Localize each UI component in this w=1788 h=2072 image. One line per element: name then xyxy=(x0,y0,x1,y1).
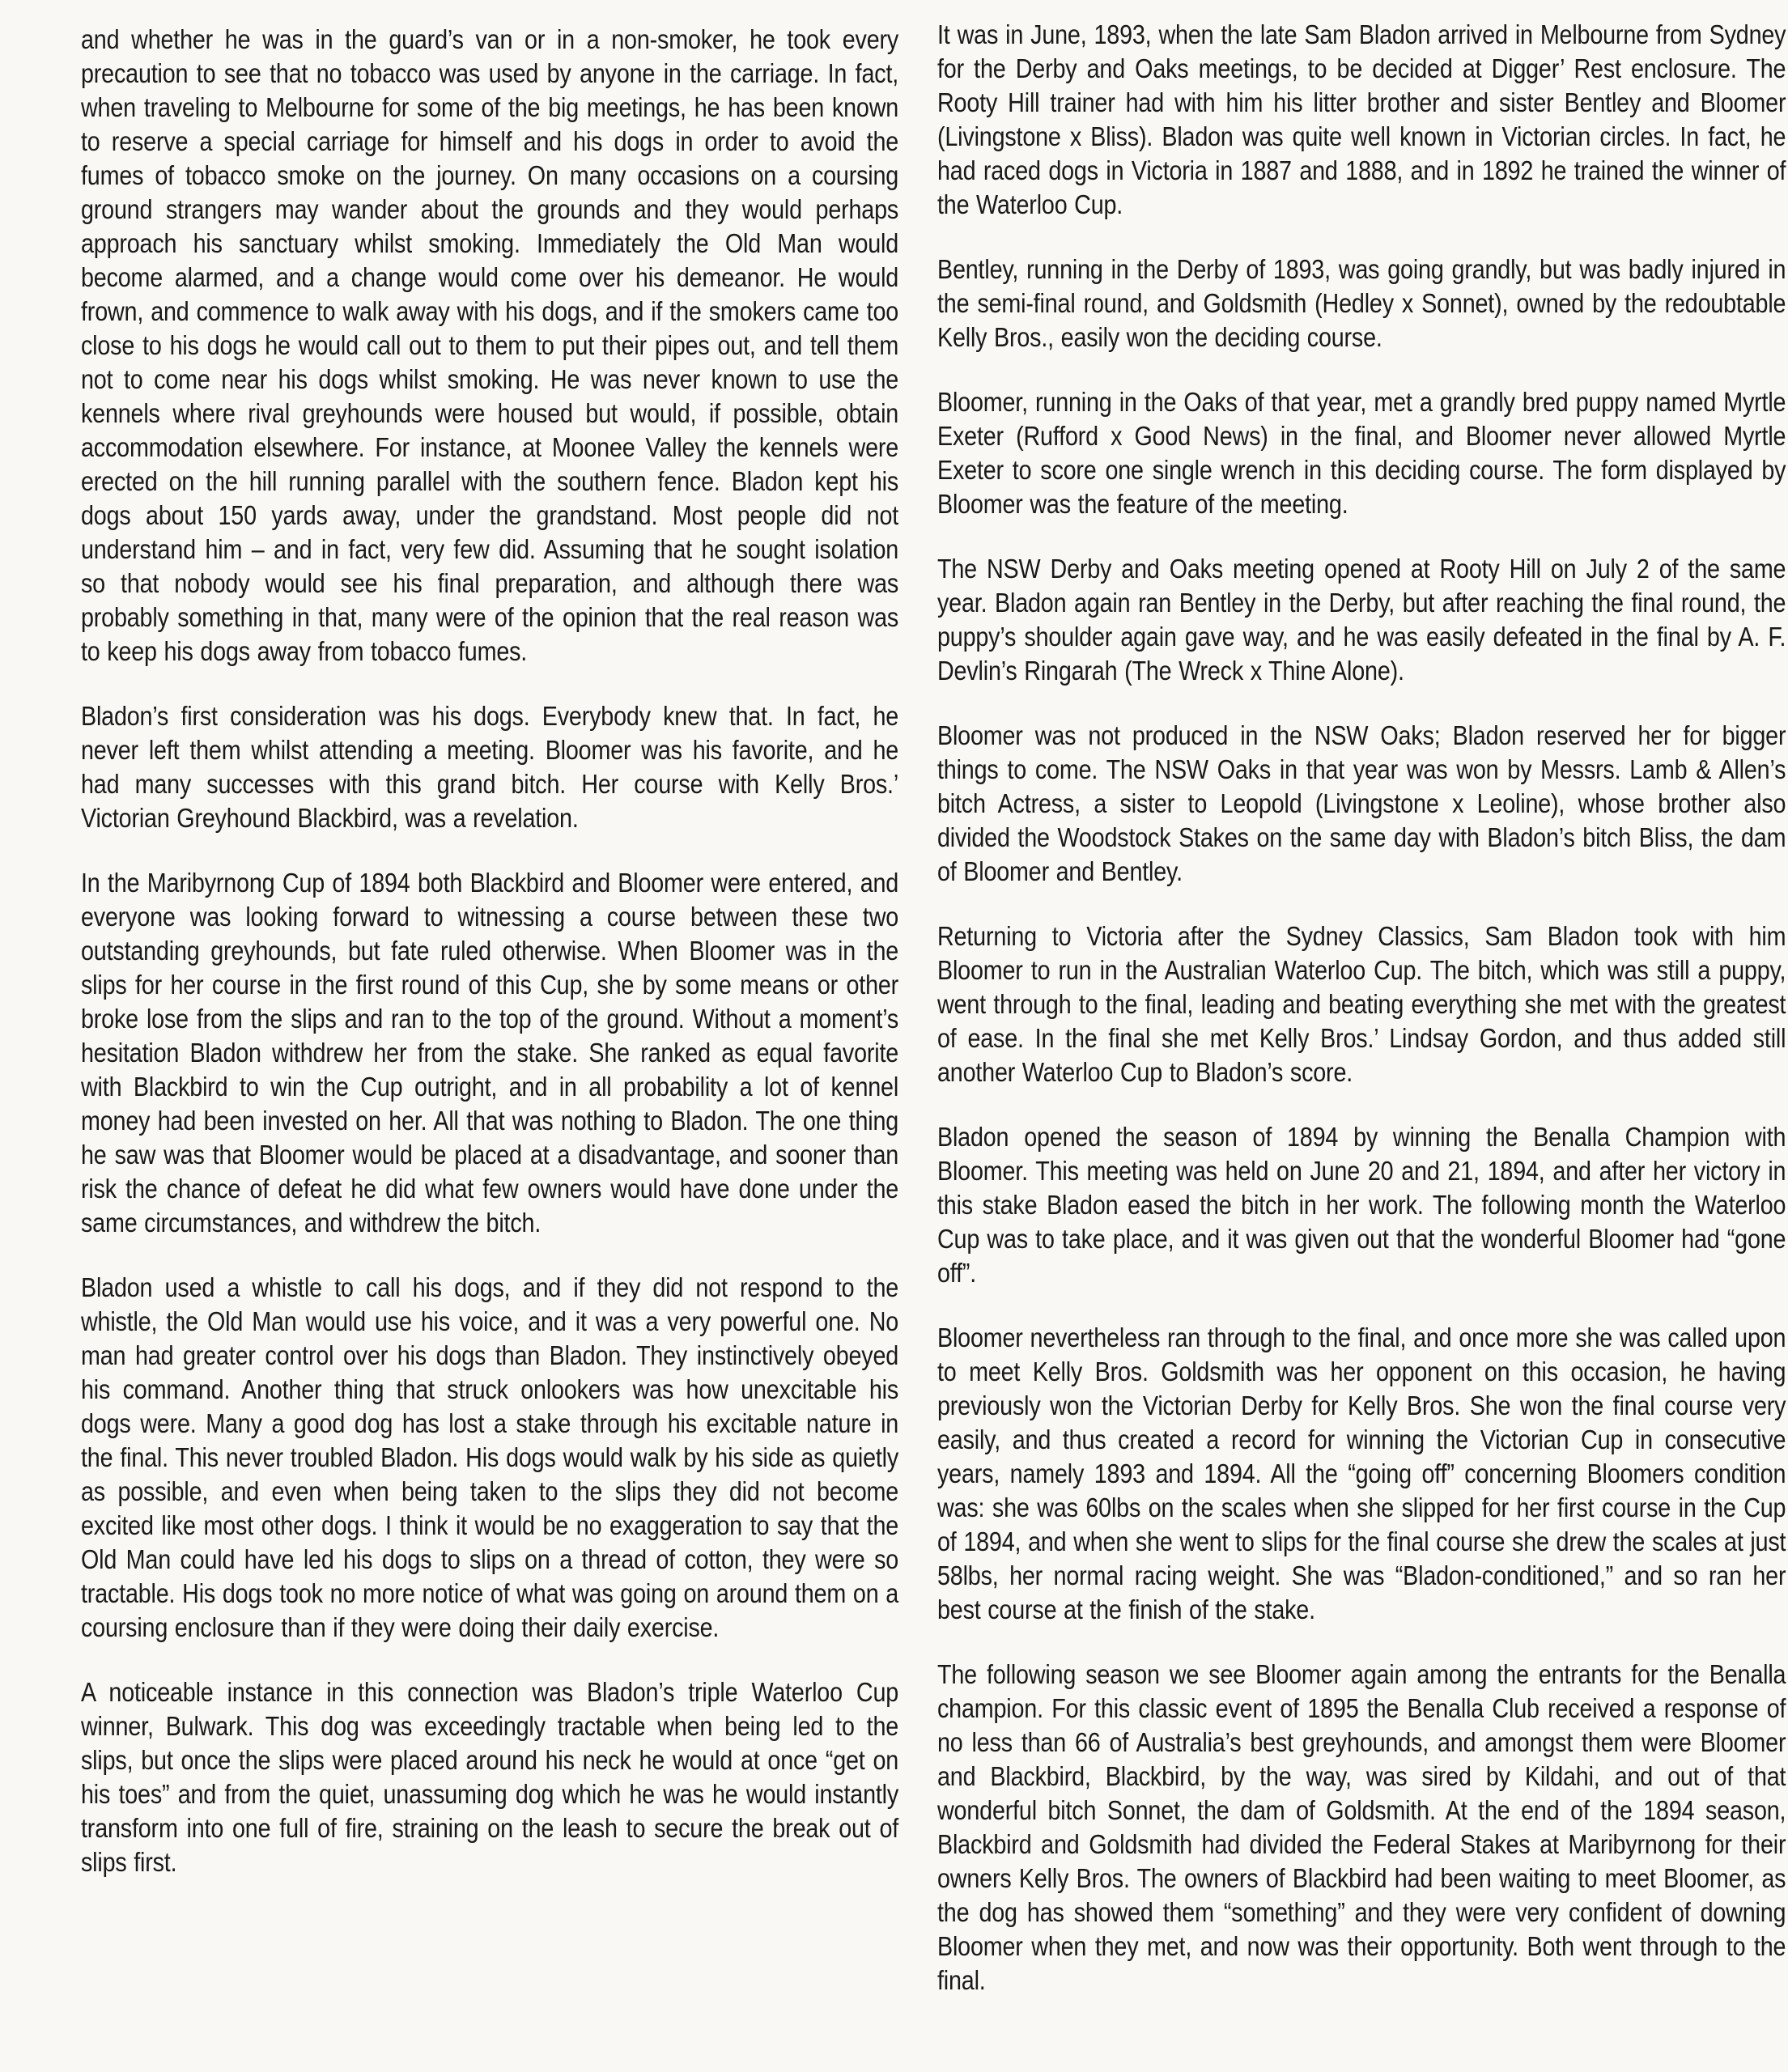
paragraph: Returning to Victoria after the Sydney Classics, Sam Bladon took with him Bloomer to run in the Australian Waterloo Cup. The bitch, which was still a puppy, went through to the final, leading and beating everything she met with the greatest of ease. In the final she met Kelly Bros.’ Lindsay Gordon, and thus added still another Waterloo Cup to Bladon’s score. xyxy=(937,921,1786,1087)
paragraph: and whether he was in the guard’s van or in a non-smoker, he took every precaution to see that no tobacco was used by anyone in the carriage. In fact, when traveling to Melbourne for some of the big meetings, he has been known to reserve a special carriage for himself and his dogs in order to avoid the fumes of tobacco smoke on the journey. On many occasions on a coursing ground strangers may wander about the grounds and they would perhaps approach his sanctuary whilst smoking. Immediately the Old Man would become alarmed, and a change would come over his demeanor. He would frown, and commence to walk away with his dogs, and if the smokers came too close to his dogs he would call out to them to put their pipes out, and tell them not to come near his dogs whilst smoking. He was never known to use the kennels where rival greyhounds were housed but would, if possible, obtain accommodation elsewhere. For instance, at Moonee Valley the kennels were erected on the hill running parallel with the southern fence. Bladon kept his dogs about 150 yards away, under the grandstand. Most people did not understand him – and in fact, very few did. Assuming that he sought isolation so that nobody would see his final preparation, and although there was probably something in that, many were of the opinion that the real reason was to keep his dogs away from tobacco fumes. xyxy=(81,24,899,666)
paragraph: The NSW Derby and Oaks meeting opened at Rooty Hill on July 2 of the same year. Bladon again ran Bentley in the Derby, but after reaching the final round, the puppy’s shoulder again gave way, and he was easily defeated in the final by A. F. Devlin’s Ringarah (The Wreck x Thine Alone). xyxy=(937,554,1786,686)
paragraph: Bloomer, running in the Oaks of that year, met a grandly bred puppy named Myrtle Exeter (Rufford x Good News) in the final, and Bloomer never allowed Myrtle Exeter to score one single wrench in this deciding course. The form displayed by Bloomer was the feature of the meeting. xyxy=(937,387,1786,519)
paragraph: A noticeable instance in this connection was Bladon’s triple Waterloo Cup winner, Bulwark. This dog was exceedingly tractable when being led to the slips, but once the slips were placed around his neck he would at once “get on his toes” and from the quiet, unassuming dog which he was he would instantly transform into one full of fire, straining on the leash to secure the break out of slips first. xyxy=(81,1677,899,1877)
paragraph: Bloomer nevertheless ran through to the final, and once more she was called upon to meet Kelly Bros. Goldsmith was her opponent on this occasion, he having previously won the Victorian Derby for Kelly Bros. She won the final course very easily, and thus created a record for winning the Victorian Cup in consecutive years, namely 1893 and 1894. All the “going off” concerning Bloomers condition was: she was 60lbs on the scales when she slipped for her first course in the Cup of 1894, and when she went to slips for the final course she drew the scales at just 58lbs, her normal racing weight. She was “Bladon-conditioned,” and so ran her best course at the finish of the stake. xyxy=(937,1323,1786,1624)
paragraph: Bentley, running in the Derby of 1893, was going grandly, but was badly injured in the semi-final round, and Goldsmith (Hedley x Sonnet), owned by the redoubtable Kelly Bros., easily won the deciding course. xyxy=(937,254,1786,352)
paragraph: It was in June, 1893, when the late Sam Bladon arrived in Melbourne from Sydney for the Derby and Oaks meetings, to be decided at Digger’ Rest enclosure. The Rooty Hill trainer had with him his litter brother and sister Bentley and Bloomer (Livingstone x Bliss). Bladon was quite well known in Victorian circles. In fact, he had raced dogs in Victoria in 1887 and 1888, and in 1892 he trained the winner of the Waterloo Cup. xyxy=(937,19,1786,219)
paragraph: The following season we see Bloomer again among the entrants for the Benalla champion. For this classic event of 1895 the Benalla Club received a response of no less than 66 of Australia’s best greyhounds, and amongst them were Bloomer and Blackbird, Blackbird, by the way, was sired by Kildahi, and out of that wonderful bitch Sonnet, the dam of Goldsmith. At the end of the 1894 season, Blackbird and Goldsmith had divided the Federal Stakes at Maribyrnong for their owners Kelly Bros. The owners of Blackbird had been waiting to meet Bloomer, as the dog has showed them “something” and they were very confident of downing Bloomer when they met, and now was their opportunity. Both went through to the final. xyxy=(937,1659,1786,1995)
paragraph: Bladon opened the season of 1894 by winning the Benalla Champion with Bloomer. This meeting was held on June 20 and 21, 1894, and after her victory in this stake Bladon eased the bitch in her work. The following month the Waterloo Cup was to take place, and it was given out that the wonderful Bloomer had “gone off”. xyxy=(937,1122,1786,1288)
paragraph: Bladon’s first consideration was his dogs. Everybody knew that. In fact, he never left them whilst attending a meeting. Bloomer was his favorite, and he had many successes with this grand bitch. Her course with Kelly Bros.’ Victorian Greyhound Blackbird, was a revelation. xyxy=(81,701,899,833)
paragraph: Bloomer was not produced in the NSW Oaks; Bladon reserved her for bigger things to come. The NSW Oaks in that year was won by Messrs. Lamb & Allen’s bitch Actress, a sister to Leopold (Livingstone x Leoline), whose brother also divided the Woodstock Stakes on the same day with Bladon’s bitch Bliss, the dam of Bloomer and Bentley. xyxy=(937,720,1786,886)
right-column xyxy=(937,18,1786,1998)
paragraph: In the Maribyrnong Cup of 1894 both Blackbird and Bloomer were entered, and everyone was looking forward to witnessing a course between these two outstanding greyhounds, but fate ruled otherwise. When Bloomer was in the slips for her course in the first round of this Cup, she by some means or other broke lose from the slips and ran to the top of the ground. Without a moment’s hesitation Bladon withdrew her from the stake. She ranked as equal favorite with Blackbird to win the Cup outright, and in all probability a lot of kennel money had been invested on her. All that was nothing to Bladon. The one thing he saw was that Bloomer would be placed at a disadvantage, and sooner than risk the chance of defeat he did what few owners would have done under the same circumstances, and withdrew the bitch. xyxy=(81,868,899,1238)
left-column xyxy=(81,23,898,1879)
paragraph: Bladon used a whistle to call his dogs, and if they did not respond to the whistle, the Old Man would use his voice, and it was a very powerful one. No man had greater control over his dogs than Bladon. They instinctively obeyed his command. Another thing that struck onlookers was how unexcitable his dogs were. Many a good dog has lost a stake through his excitable nature in the final. This never troubled Bladon. His dogs would walk by his side as quietly as possible, and even when being taken to the slips they did not become excited like most other dogs. I think it would be no exaggeration to say that the Old Man could have led his dogs to slips on a thread of cotton, they were so tractable. His dogs took no more notice of what was going on around them on a coursing enclosure than if they were doing their daily exercise. xyxy=(81,1272,899,1642)
